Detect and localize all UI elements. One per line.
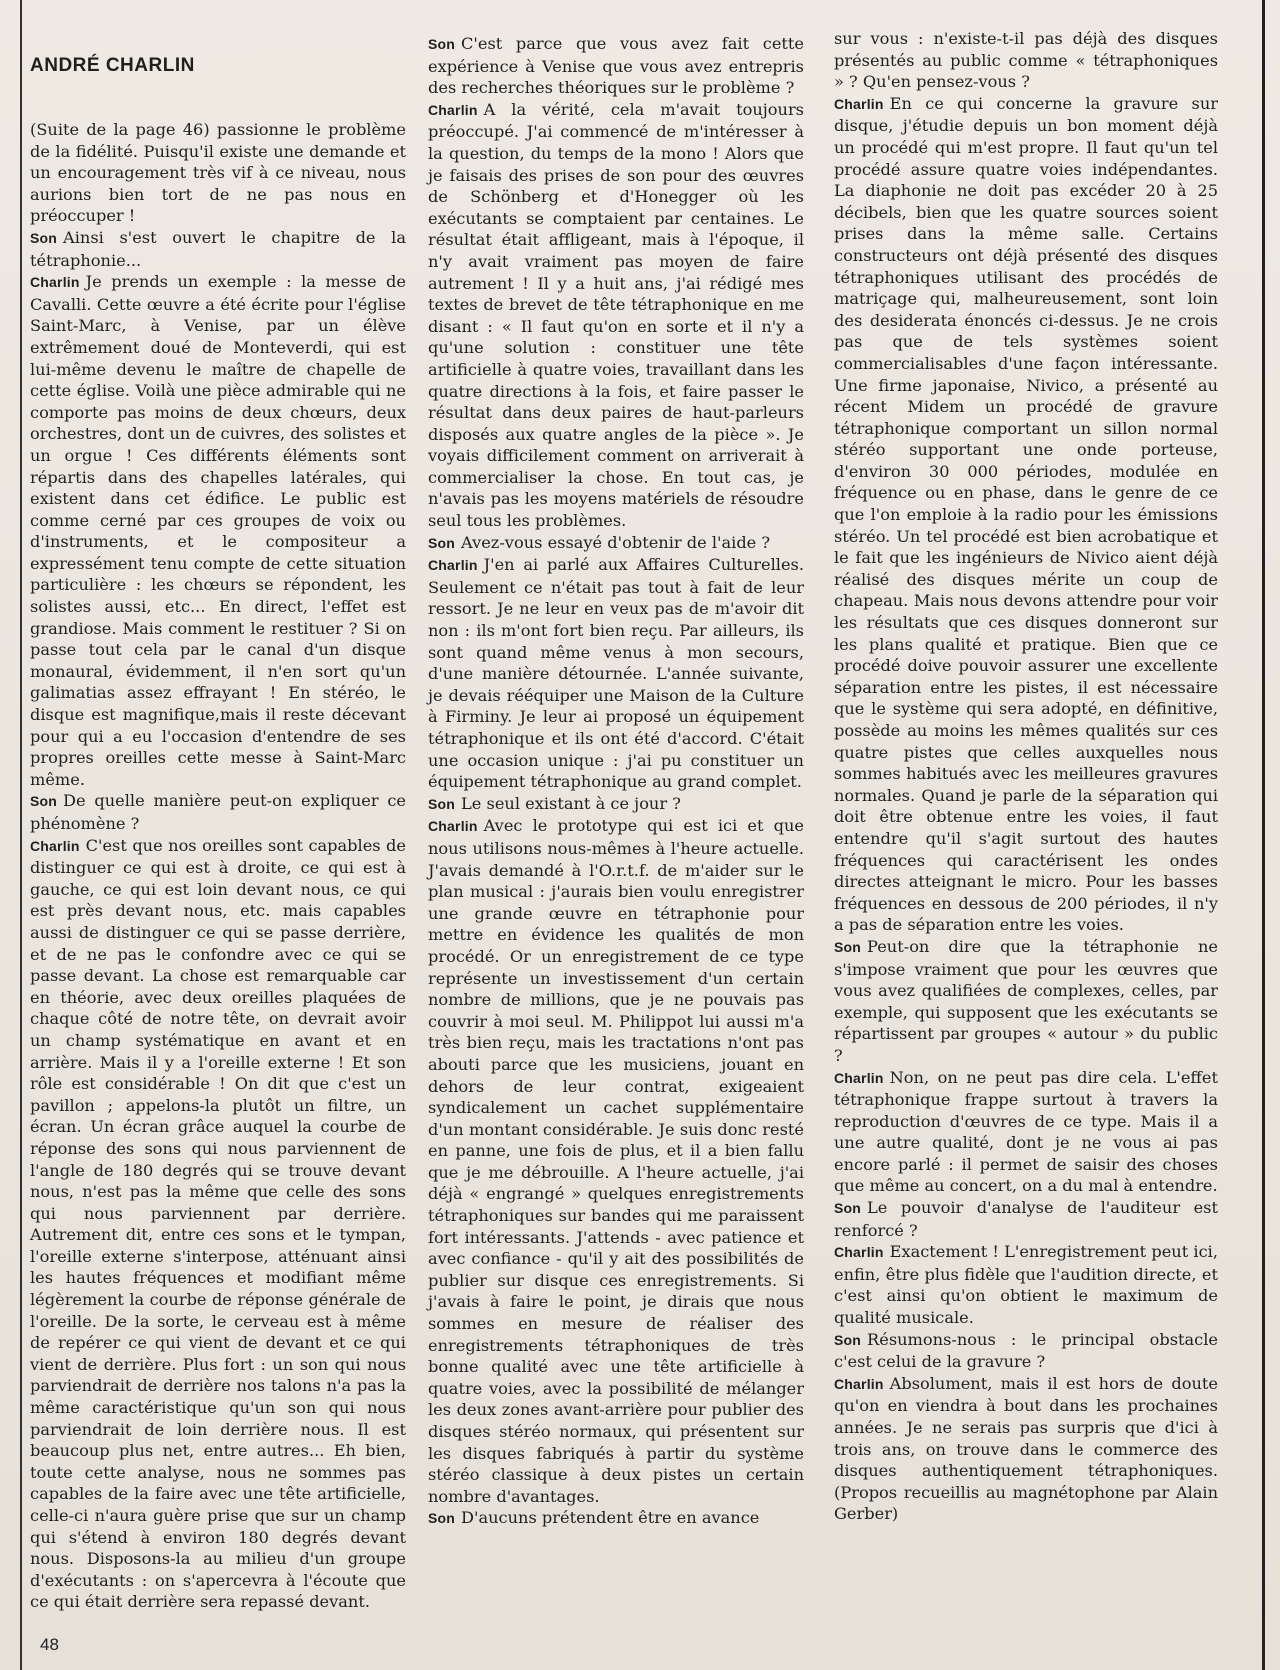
column-3-body — [834, 28, 1218, 1525]
speaker-label: Charlin — [834, 1069, 884, 1086]
interview-paragraph — [834, 1329, 1218, 1373]
interview-paragraph — [428, 1507, 804, 1530]
paragraph-text: Peut-on dire que la tétraphonie ne s'impose vraiment que pour les œuvres que vous avez qualifiées de complexes, celles, par exemple, qui supposent que les exécutants se répartissent par groupes « autour » du public ? — [834, 936, 1218, 1065]
interview-paragraph — [834, 1197, 1218, 1241]
right-margin-rule — [1262, 0, 1265, 1670]
speaker-label: Son — [428, 795, 456, 812]
paragraph-text: Non, on ne peut pas dire cela. L'effet tétraphonique frappe surtout à travers la reproduction d'œuvres de ce type. Mais il a une autre qualité, dont je ne vous ai pas encore parlé : il permet de saisir des choses que même au concert, on a du mal à entendre. — [834, 1067, 1218, 1196]
speaker-label: Son — [834, 1200, 862, 1217]
interview-paragraph — [428, 793, 804, 816]
speaker-label: Charlin — [30, 837, 80, 854]
paragraph-text: De quelle manière peut-on expliquer ce phénomène ? — [30, 791, 406, 833]
interview-paragraph — [834, 1241, 1218, 1328]
interview-paragraph — [30, 271, 406, 790]
speaker-label: Son — [428, 534, 456, 551]
speaker-label: Son — [428, 36, 456, 52]
page-number: 48 — [40, 1635, 59, 1654]
paragraph-text: Exactement ! L'enregistrement peut ici, enfin, être plus fidèle que l'audition directe, et c'est ainsi qu'on obtient le maximum de qualité musicale. — [834, 1242, 1218, 1328]
speaker-label: Charlin — [428, 818, 478, 835]
paragraph-text: Je prends un exemple : la messe de Cavalli. Cette œuvre a été écrite pour l'église Saint-Marc, à Venise, par un élève extrêmement doué de Monteverdi, qui est lui-même devenu le maître de chapelle de cette église. Voilà une pièce admirable qui ne comporte pas moins de deux chœurs, deux orchestres, dont un de cuivres, des solistes et un orgue ! Ces différents éléments sont répartis dans des chapelles latérales, qui existent dans cet édifice. Le public est comme cerné par ces groupes de voix ou d'instruments, et le compositeur a expressément tenu compte de cette situation particulière : les chœurs se répondent, les solistes aussi, etc... En direct, l'effet est grandiose. Mais comment le restituer ? Si on passe tout cela par le canal d'un disque monaural, évidemment, il n'en sort qu'un galimatias assez effrayant ! En stéréo, le disque est magnifique,mais il reste décevant pour qui a eu l'occasion d'entendre de ses propres oreilles cette messe à Saint-Marc même. — [30, 272, 407, 789]
interview-paragraph — [30, 119, 406, 227]
interview-paragraph — [428, 815, 804, 1507]
interview-paragraph — [834, 1067, 1218, 1198]
speaker-label: Charlin — [428, 101, 478, 118]
interview-paragraph — [428, 554, 804, 793]
paragraph-text: C'est parce que vous avez fait cette expérience à Venise que vous avez entrepris des recherches théoriques sur le problème ? — [428, 34, 804, 98]
paragraph-text: Avec le prototype qui est ici et que nous utilisons nous-mêmes à l'heure actuelle. J'avais demandé à l'O.r.t.f. de m'aider sur le plan musical : j'aurais bien voulu enregistrer une grande œuvre en tétraphonie pour mettre en évidence les qualités de mon procédé. Or un enregistrement de ce type représente un investissement d'un certain nombre de millions, que je ne pouvais pas couvrir à moi seul. M. Philippot lui aussi m'a très bien reçu, mais les tractations n'ont pas abouti parce que les musiciens, jouant en dehors de leur contrat, exigeaient syndicalement un cachet supplémentaire d'un montant considérable. Je suis donc resté en panne, une fois de plus, et il a bien fallu que je me débrouille. A l'heure actuelle, j'ai déjà « engrangé » quelques enregistrements tétraphoniques sur bandes qui me paraissent fort intéressants. J'attends - avec patience et avec confiance - qu'il y ait des possibilités de publier sur disque ces enregistrements. Si j'avais à faire le point, je dirais que nous sommes en mesure de réaliser des enregistrements tétraphoniques de très bonne qualité avec une tête artificielle à quatre voies, avec la possibilité de mélanger les deux zones avant-arrière pour publier des disques stéréo normaux, qui présentent sur les disques fabriqués à partir du système stéréo classique à deux pistes un certain nombre d'avantages. — [428, 816, 804, 1506]
column-2-body — [428, 33, 804, 1530]
interview-paragraph — [428, 99, 804, 532]
paragraph-text: Résumons-nous : le principal obstacle c'est celui de la gravure ? — [834, 1329, 1218, 1372]
paragraph-text: Ainsi s'est ouvert le chapitre de la tétraphonie... — [30, 227, 406, 270]
speaker-label: Son — [30, 793, 58, 810]
speaker-label: Charlin — [834, 95, 884, 112]
paragraph-text: A la vérité, cela m'avait toujours préoccupé. J'ai commencé de m'intéresser à la question, du temps de la mono ! Alors que je faisais des prises de son pour des œuvres de Schönberg et d'Honegger où les exécutants se comptaient par centaines. Le résultat était affligeant, mais à l'époque, il n'y avait vraiment pas moyen de faire autrement ! Il y a huit ans, j'ai rédigé mes textes de brevet de tête tétraphonique en me disant : « Il faut qu'on en sorte et il n'y a qu'une solution : constituer une tête artificielle à quatre voies, travaillant dans les quatre directions à la fois, et faire passer le résultat dans deux paires de haut-parleurs disposés aux quatre angles de la pièce ». Je voyais difficilement comment on arriverait à commercialiser la chose. En tout cas, je n'avais pas les moyens matériels de résoudre seul tous les problèmes. — [428, 99, 804, 531]
author-heading: ANDRÉ CHARLIN — [30, 55, 195, 76]
paragraph-text: C'est que nos oreilles sont capables de distinguer ce qui est à droite, ce qui est à gauche, ce qui est loin devant nous, ce qui est près devant nous, etc. mais capables aussi de distinguer ce qui se passe derrière, et de ne pas le confondre avec ce qui se passe devant. La chose est remarquable car en théorie, avec deux oreilles plaquées de chaque côté de notre tête, on devrait avoir un champ systématique en avant et en arrière. Mais il y a l'oreille externe ! Et son rôle est considérable ! On dit que c'est un pavillon ; appelons-la plutôt un filtre, un écran. Un écran grâce auquel la courbe de réponse des sons qui nous parviennent de l'angle de 180 degrés qui se trouve devant nous, n'est pas la même que celle des sons qui nous parviennent par derrière. Autrement dit, entre ces sons et le tympan, l'oreille externe s'interpose, atténuant ainsi les hautes fréquences et modifiant même légèrement la courbe de réponse générale de l'oreille. De la sorte, le cerveau est à même de repérer ce qui vient de devant et ce qui vient de derrière. Plus fort : un son qui nous parviendrait de derrière nos talons n'a pas la même caractéristique qu'un son qui nous parviendrait de loin derrière nous. Il est beaucoup plus net, entre autres... Eh bien, toute cette analyse, nous ne sommes pas capables de la faire avec une tête artificielle, celle-ci n'aura guère prise que sur un champ qui s'étend à environ 180 degrés devant nous. Disposons-la au milieu d'un groupe d'exécutants : on s'apercevra à l'écoute que ce qui était derrière sera repassé devant. — [30, 835, 406, 1612]
paragraph-text: Avez-vous essayé d'obtenir de l'aide ? — [461, 532, 771, 552]
paragraph-text: Le seul existant à ce jour ? — [461, 793, 681, 813]
interview-paragraph — [834, 93, 1218, 936]
paragraph-text: J'en ai parlé aux Affaires Culturelles. Seulement ce n'était pas tout à fait de leur ressort. Je ne leur en veux pas de m'avoir dit non : ils m'ont fort bien reçu. Par ailleurs, ils sont quand même venus à mon secours, d'une manière détournée. L'année suivante, je devais rééquiper une Maison de la Culture à Firminy. Je leur ai proposé un équipement tétraphonique et ils ont été d'accord. C'était une occasion unique : j'ai pu constituer un équipement tétraphonique au grand complet. — [428, 555, 804, 792]
speaker-label: Son — [834, 938, 862, 955]
speaker-label: Charlin — [30, 274, 80, 291]
column-1-body — [30, 119, 406, 1613]
speaker-label: Charlin — [428, 557, 478, 574]
speaker-label: Son — [834, 1331, 862, 1348]
paragraph-text: sur vous : n'existe-t-il pas déjà des disques présentés au public comme « tétraphoniques » ? Qu'en pensez-vous ? — [834, 29, 1218, 92]
speaker-label: Son — [30, 229, 58, 246]
interview-paragraph — [834, 1373, 1218, 1525]
interview-paragraph — [428, 532, 804, 555]
column-2 — [428, 33, 804, 1530]
speaker-label: Charlin — [834, 1375, 884, 1392]
interview-paragraph — [834, 28, 1218, 93]
paragraph-text: Absolument, mais il est hors de doute qu'on en viendra à bout dans les prochaines années. Je ne serais pas surpris que d'ici à trois ans, on trouve dans le commerce des disques authentiquement tétraphoniques. (Propos recueillis au magnétophone par Alain Gerber) — [834, 1373, 1218, 1524]
speaker-label: Charlin — [834, 1244, 884, 1261]
interview-paragraph — [30, 835, 406, 1613]
interview-paragraph — [834, 936, 1218, 1067]
interview-paragraph — [30, 227, 406, 271]
left-margin-rule — [20, 0, 22, 1670]
paragraph-text: En ce qui concerne la gravure sur disque, j'étudie depuis un bon moment déjà un procédé qui m'est propre. Il faut qu'un tel procédé assure quatre voies indépendantes. La diaphonie ne doit pas excéder 20 à 25 décibels, bien que les quatre sources soient prises dans la même salle. Certains constructeurs ont déjà présenté des disques tétraphoniques utilisant des procédés de matriçage qui, malheureusement, sont loin des desiderata énoncés ci-dessus. Je ne crois pas que de tels systèmes soient commercialisables d'une façon intéressante. Une firme japonaise, Nivico, a présenté au récent Midem un procédé de gravure tétraphonique comportant un sillon normal stéréo supportant une onde porteuse, d'environ 30 000 périodes, modulée en fréquence ou en phase, dans le genre de ce que l'on emploie à la radio pour les émissions stéréo. Un tel procédé est bien acrobatique et le fait que les ingénieurs de Nivico aient déjà réalisé des disques mérite un coup de chapeau. Mais nous devons attendre pour voir les résultats que ces disques donneront sur les plans qualité et pratique. Bien que ce procédé doive pouvoir assurer une excellente séparation entre les pistes, il est nécessaire que le système qui sera adopté, en définitive, possède au moins les mêmes qualités sur ces quatre pistes que celles auxquelles nous sommes habitués avec les meilleures gravures normales. Quand je parle de la séparation qui doit être obtenue entre les voies, il faut entendre qu'il s'agit surtout des hautes fréquences qui caractérisent les ondes directes atteignant le micro. Pour les basses fréquences en dessous de 200 périodes, il n'y a pas de séparation entre les voies. — [834, 93, 1218, 935]
column-1 — [30, 55, 406, 1613]
paragraph-text: Le pouvoir d'analyse de l'auditeur est renforcé ? — [834, 1198, 1218, 1240]
paragraph-text: D'aucuns prétendent être en avance — [461, 1508, 760, 1528]
interview-paragraph — [30, 790, 406, 834]
speaker-label: Son — [428, 1510, 456, 1527]
interview-paragraph — [428, 33, 804, 99]
column-3 — [834, 28, 1218, 1525]
paragraph-text: (Suite de la page 46) passionne le problème de la fidélité. Puisqu'il existe une demande et un encouragement très vif à ce niveau, nous aurions bien tort de ne pas nous en préoccuper ! — [30, 120, 406, 226]
